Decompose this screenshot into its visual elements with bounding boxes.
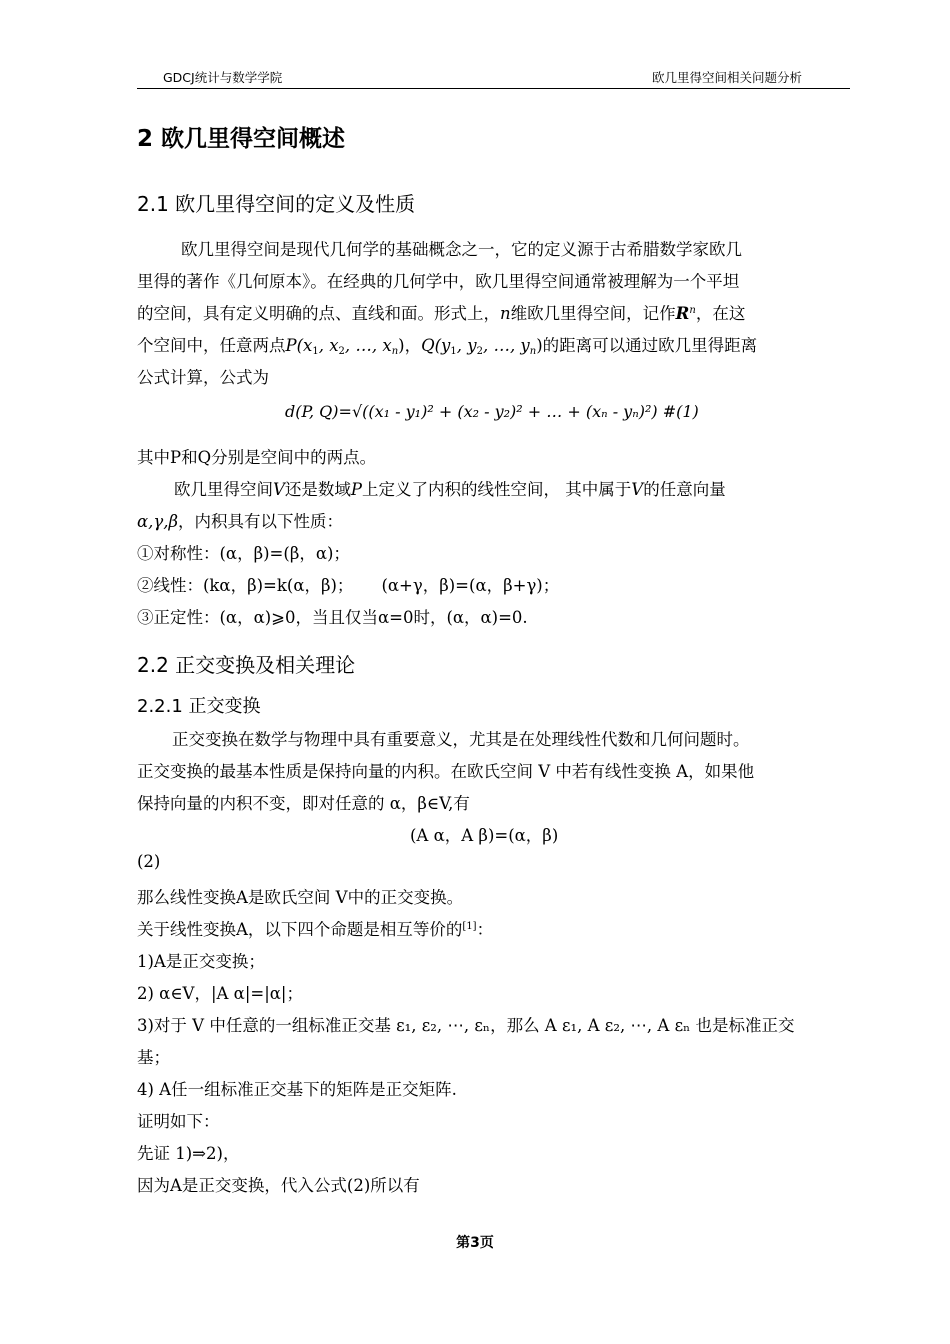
para3-line2: 正交变换的最基本性质是保持向量的内积。在欧氏空间 V 中若有线性变换 A，如果他 — [137, 762, 755, 781]
property-symmetry: ①对称性：(α，β)=(β，α)； — [137, 544, 350, 563]
property-positive-definite: ③正定性：(α，α)⩾0，当且仅当α=0时，(α，α)=0. — [137, 608, 528, 627]
proposition-3-line1: 3)对于 V 中任意的一组标准正交基 ε₁, ε₂, ⋯, εₙ，那么 A ε₁, A ε₂, ⋯, A εₙ 也是标准正交 — [137, 1016, 795, 1035]
proof-line2: 因为A是正交变换，代入公式(2)所以有 — [137, 1176, 420, 1195]
section-2-2-title: 2.2 正交变换及相关理论 — [137, 653, 356, 677]
header-rule — [137, 88, 850, 89]
subsection-2-2-1-title: 2.2.1 正交变换 — [137, 696, 261, 717]
equation-number-2: (2) — [137, 852, 161, 871]
para1-line3: 的空间，具有定义明确的点、直线和面。形式上，n维欧几里得空间，记作$R^n$，在这 — [137, 304, 746, 323]
property-linearity: ②线性：(kα，β)=k(α，β)； (α+γ，β)=(α，β+γ)； — [137, 576, 560, 595]
para2-line1: 欧几里得空间V还是数域P上定义了内积的线性空间， 其中属于V的任意向量 — [174, 480, 726, 499]
para1-line2: 里得的著作《几何原本》。在经典的几何学中，欧几里得空间通常被理解为一个平坦 — [137, 272, 740, 291]
formula-2: (A α，A β)=(α，β) — [410, 826, 559, 845]
after-formula-text: 其中P和Q分别是空间中的两点。 — [137, 448, 377, 467]
citation-ref: [1] — [462, 921, 477, 932]
orthogonal-definition: 那么线性变换A是欧氏空间 V中的正交变换。 — [137, 888, 464, 907]
page-number: 第3页 — [456, 1235, 494, 1251]
header-right: 欧几里得空间相关问题分析 — [652, 70, 803, 85]
equivalence-statement: 关于线性变换A，以下四个命题是相互等价的[1]： — [137, 920, 494, 939]
proof-heading: 证明如下： — [137, 1112, 220, 1131]
formula-1: d(P, Q)=√((x₁ - y₁)² + (x₂ - y₂)² + … + (xₙ - yₙ)²) #(1) — [285, 402, 699, 421]
para1-line1: 欧几里得空间是现代几何学的基础概念之一，它的定义源于古希腊数学家欧几 — [181, 240, 742, 259]
para3-line3: 保持向量的内积不变，即对任意的 α，β∈V,有 — [137, 794, 470, 813]
para1-line5: 公式计算，公式为 — [137, 368, 269, 387]
proposition-4: 4) A任一组标准正交基下的矩阵是正交矩阵. — [137, 1080, 457, 1099]
section-2-1-title: 2.1 欧几里得空间的定义及性质 — [137, 192, 416, 216]
proposition-2: 2) α∈V，|A α|=|α|； — [137, 984, 303, 1003]
para3-line1: 正交变换在数学与物理中具有重要意义，尤其是在处理线性代数和几何问题时。 — [172, 730, 750, 749]
chapter-title: 2 欧几里得空间概述 — [137, 126, 346, 152]
proposition-3-line2: 基； — [137, 1048, 170, 1067]
proposition-1: 1)A是正交变换； — [137, 952, 265, 971]
para2-line2: α,γ,β，内积具有以下性质： — [137, 512, 344, 531]
proof-line1: 先证 1)⇒2)， — [137, 1144, 240, 1163]
para1-line4: 个空间中，任意两点$P(x_1$, $x_2$, …, $x_n$)，$Q(y_1$, $y_2$, …, $y_n$)的距离可以通过欧几里得距离 — [137, 336, 758, 357]
header-left: GDCJ统计与数学学院 — [163, 70, 283, 85]
